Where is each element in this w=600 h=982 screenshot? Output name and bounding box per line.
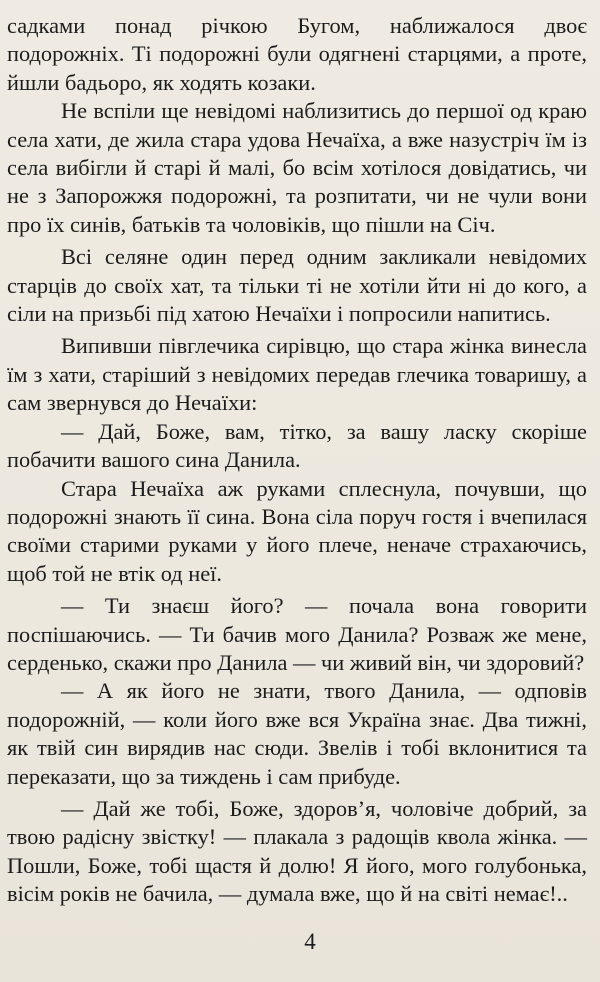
paragraph: — Ти знаєш його? — почала вона говорити поспішаючись. — Ти бачив мого Данила? Розваж же мене, серденько, скажи про Данила — чи живий він, чи здоровий? bbox=[7, 593, 587, 675]
paragraph: садками понад річкою Бугом, наближалося двоє подорожніх. Ті подорожні були одягнені старцями, а проте, йшли бадьоро, як ходять козаки. bbox=[7, 13, 587, 95]
paragraph: Випивши півглечика сирівцю, що стара жінка винесла їм з хати, старіший з невідомих передав глечика товаришу, а сам звернувся до Нечаїхи: bbox=[7, 333, 587, 416]
paragraph: Не вспіли ще невідомі наблизитись до першої од краю села хати, де жила стара удова Нечаїха, а вже назустріч їм із села вибігли й старі й малі, бо всім хотілося довідатись, чи не з Запорожжя подорожні, та розпитати, чи не чули вони про їх синів, батьків та чоловіків, що пішли на Січ. bbox=[7, 98, 587, 237]
paragraph: Всі селяне один перед одним закликали невідомих старців до своїх хат, та тільки ті не хотіли йти ні до кого, а сіли на призьбі під хатою Нечаїхи і попросили напитись. bbox=[7, 244, 587, 327]
page-number: 4 bbox=[304, 929, 316, 954]
paragraph: — Дай же тобі, Боже, здоров’я, чоловіче добрий, за твою радісну звістку! — плакала з радощів квола жінка. — Пошли, Боже, тобі щастя й долю! Я його, мого голубонька, вісім років не бачила, — думала вже, що й на світі немає!.. bbox=[7, 795, 587, 907]
paragraph: — Дай, Боже, вам, тітко, за вашу ласку скоріше побачити вашого сина Данила. bbox=[7, 418, 587, 473]
page-text bbox=[7, 12, 587, 909]
paragraph: Стара Нечаїха аж руками сплеснула, почувши, що подорожні знають її сина. Вона сіла поруч гостя і вчепилася своїми старими руками у його плече, неначе страхаючись, щоб той не втік од неї. bbox=[7, 475, 587, 586]
paragraph: — А як його не знати, твого Данила, — одповів подорожній, — коли його вже вся Україна знає. Два тижні, як твій син вирядив нас сюди. Звелів і тобі вклонитися та переказати, що за тиждень і сам прибуде. bbox=[7, 678, 587, 789]
